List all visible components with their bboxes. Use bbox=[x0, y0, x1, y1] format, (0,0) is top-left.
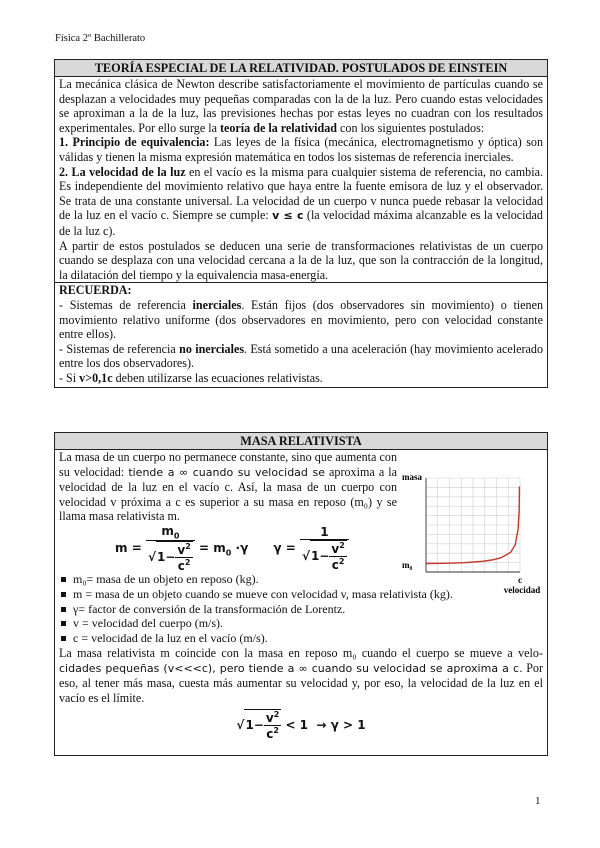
recuerda-relativistas: - Si v>0,1c deben utilizarse las ecuaciones relativistas. bbox=[59, 370, 323, 385]
mass-formula: m = $m_0$ √1− $\frac{v^2}{c^2}$ = $m_0 \cdot\gamma$ γ = 1 √1− $\frac{v^2}{c^2}$ bbox=[55, 524, 547, 572]
page-header: Física 2º Bachillerato bbox=[55, 33, 146, 44]
conclusion-paragraph: A partir de estos postulados se deducen una serie de transformaciones relativistas de un cuerpo cuando se desplaza con una velocidad cercana a la de la luz, que son la contracción de la longitud, la dilatación del tiempo y la equivalencia masa-energía. bbox=[59, 238, 543, 282]
x-tick-label: c bbox=[518, 575, 522, 585]
x-axis-label: velocidad bbox=[503, 585, 541, 595]
recuerda-title: RECUERDA: bbox=[59, 283, 132, 298]
page-number: 1 bbox=[535, 795, 541, 807]
intro-paragraph: La mecánica clásica de Newton describe satisfactoriamente el movimiento de partículas cuando se desplazan a velocidades muy pequeñas comparadas con la de la luz. Pero cuando estas velocidades se aproximan a la de la luz, las previsiones hechas por estas leyes no cuadran con los resultados experimentales. Por ello surge la teoría de la relatividad con los siguientes postulados: bbox=[59, 77, 543, 135]
recuerda-inerciales: - Sistemas de referencia inerciales. Están fijos (dos observadores sin movimiento) o tienen movimiento relativo uniforme (dos observadores en movimiento, pero con velocidad constante entre ellos). bbox=[59, 297, 543, 342]
mass-closing-paragraph: La masa relativista m coincide con la masa en reposo m₀ cuando el cuerpo se mueve a velo-cidades pequeñas (v<<<c), pero tiende a ∞ cuando su velocidad se aproxima a c. Por eso, al tener más masa, cuesta más aumentar su velocidad y, por eso, la velocidad de la luz en el vacío es el límite. bbox=[59, 645, 543, 705]
list-item: m = masa de un objeto cuando se mueve con velocidad v, masa relativista (kg). bbox=[73, 587, 543, 602]
y-axis-label: masa bbox=[402, 472, 422, 482]
list-item: m₀= masa de un objeto en reposo (kg). bbox=[73, 572, 543, 587]
postulate-2: 2. La velocidad de la luz en el vacío es la misma para cualquier sistema de referencia, no cambia. Es independiente del movimiento relativo que haya entre la fuente emisora de luz y el observador. Se trata de una constante universal. La velocidad de un cuerpo v nunca puede rebasar la velocidad de la luz en el vacío c. Siempre se cumple: v ≤ c (la velocidad máxima alcanzable es la velocidad de la luz c). bbox=[59, 164, 543, 238]
y-tick-label: m₀ bbox=[402, 560, 413, 570]
mass-intro-paragraph: La masa de un cuerpo no permanece constante, sino que aumenta con su velocidad: tiende a ∞ cuando su velocidad se aproxima a la velocidad de la luz en el vacío c. Así, la masa de un cuerpo con velocidad v próxima a c es superior a su masa en reposo (m₀) y se llama masa relativista m. bbox=[59, 450, 398, 524]
list-item: v = velocidad del cuerpo (m/s). bbox=[73, 616, 543, 631]
chart-grid bbox=[426, 478, 520, 572]
recuerda-no-inerciales: - Sistemas de referencia no inerciales. Está sometido a una aceleración (hay movimiento acelerado entre los dos observadores). bbox=[59, 341, 544, 371]
postulate-1: 1. Principio de equivalencia: Las leyes de la física (mecánica, electromagnetismo y óptica) son válidas y tienen la misma expresión matemática en todos los sistemas de referencia inerciales. bbox=[59, 135, 543, 164]
limit-formula: √1− $\frac{v^2}{c^2}$ < 1 → γ > 1 bbox=[236, 710, 366, 742]
section-title: MASA RELATIVISTA bbox=[55, 433, 547, 450]
section-title: TEORÍA ESPECIAL DE LA RELATIVIDAD. POSTULADOS DE EINSTEIN bbox=[55, 60, 547, 77]
relativity-postulates-box bbox=[54, 59, 548, 388]
list-item: c = velocidad de la luz en el vacío (m/s). bbox=[73, 631, 543, 646]
mass-velocity-chart bbox=[400, 466, 546, 598]
list-item: γ= factor de conversión de la transformación de Lorentz. bbox=[73, 602, 543, 617]
